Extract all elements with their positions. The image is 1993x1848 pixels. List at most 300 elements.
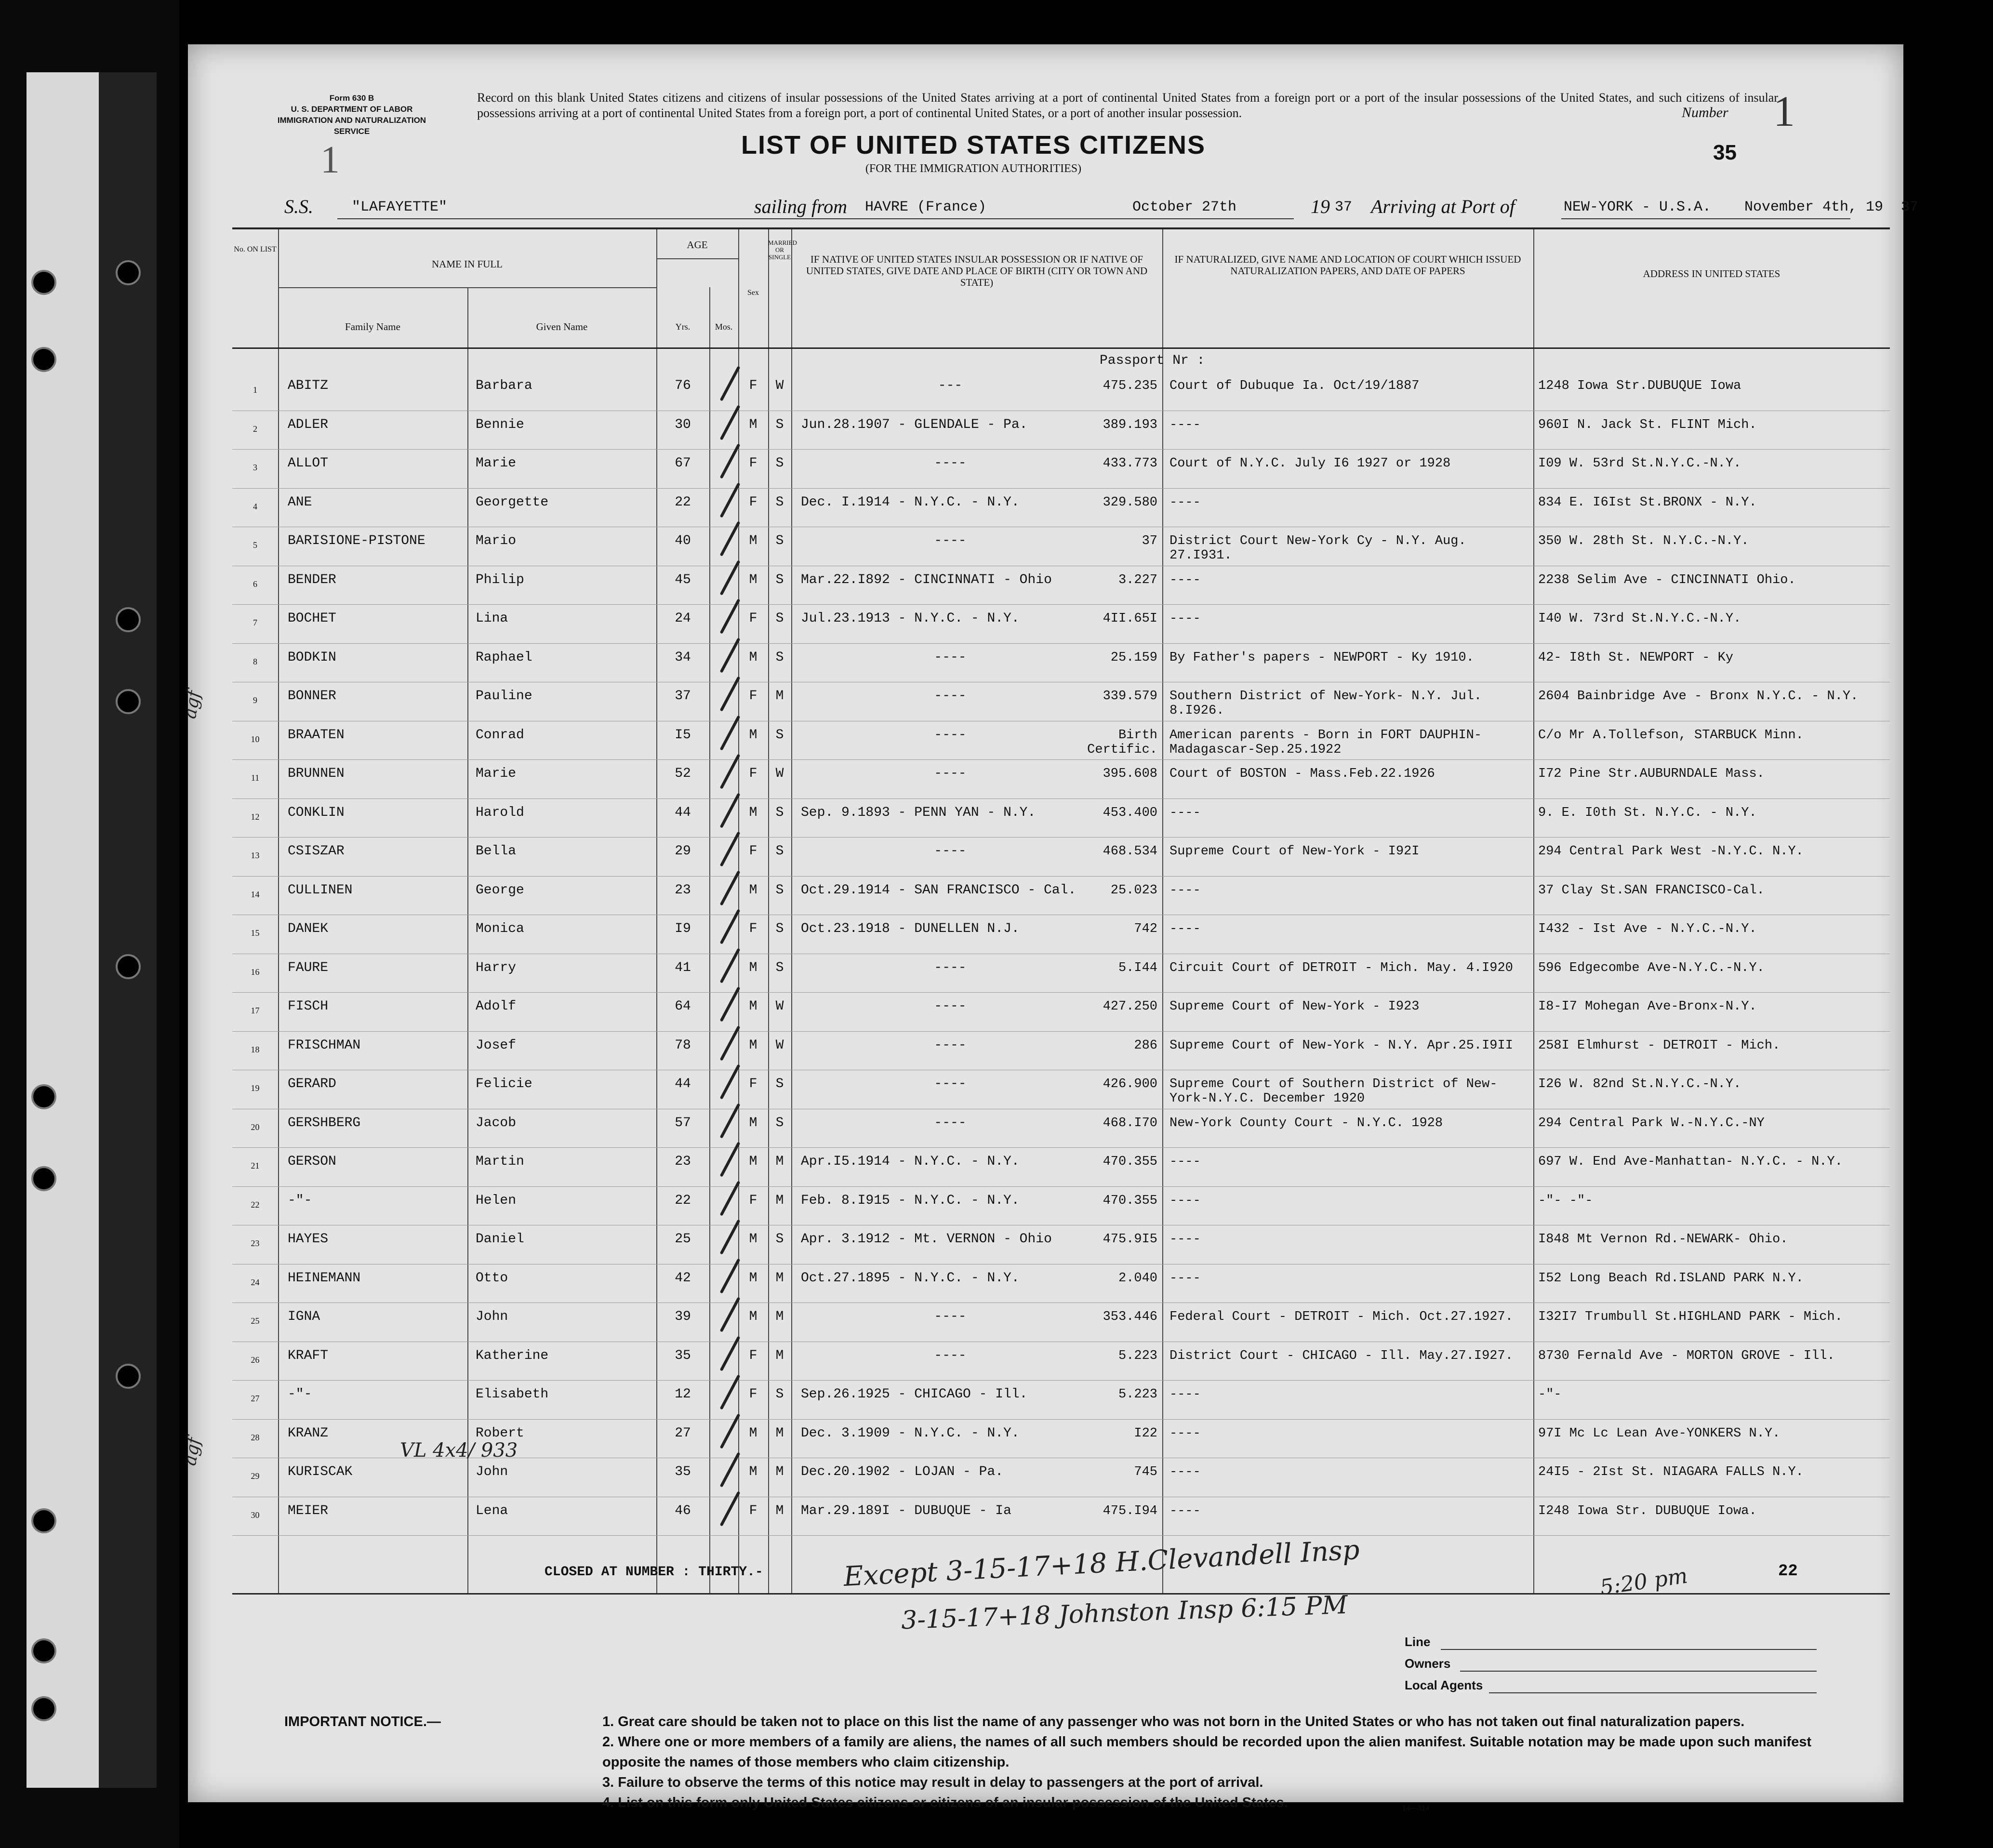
row-no: 8 bbox=[253, 656, 257, 666]
row-address: I8-I7 Mohegan Ave-Bronx-N.Y. bbox=[1538, 999, 1757, 1014]
row-address: 97I Mc Lc Lean Ave-YONKERS N.Y. bbox=[1538, 1426, 1780, 1441]
row-ms: S bbox=[775, 921, 784, 936]
row-passport: I22 bbox=[1134, 1426, 1157, 1441]
row-passport: 426.900 bbox=[1103, 1077, 1157, 1091]
table-row bbox=[232, 1460, 1890, 1499]
row-age: 41 bbox=[675, 960, 691, 975]
row-age: I5 bbox=[675, 727, 691, 743]
row-passport: 37 bbox=[1142, 534, 1157, 548]
row-age: 35 bbox=[675, 1348, 691, 1363]
row-age: I9 bbox=[675, 921, 691, 936]
row-address: 258I Elmhurst - DETROIT - Mich. bbox=[1538, 1038, 1780, 1053]
row-passport: 475.I94 bbox=[1103, 1503, 1157, 1518]
row-birth: ---- bbox=[934, 1037, 967, 1053]
row-passport: 468.I70 bbox=[1103, 1116, 1157, 1130]
row-address: 42- I8th St. NEWPORT - Ky bbox=[1538, 650, 1734, 665]
mos-header: Mos. bbox=[715, 322, 733, 332]
row-sex: M bbox=[749, 1154, 757, 1169]
row-court: Court of Dubuque Ia. Oct/19/1887 bbox=[1169, 379, 1420, 393]
row-court: ---- bbox=[1169, 495, 1201, 510]
table-row bbox=[232, 1344, 1890, 1383]
row-sex: F bbox=[749, 378, 757, 393]
row-age: 30 bbox=[675, 417, 691, 432]
row-given: Barbara bbox=[476, 378, 532, 393]
row-ms: M bbox=[775, 1193, 784, 1208]
table-row bbox=[232, 374, 1890, 413]
margin-note-agf: agf bbox=[180, 689, 205, 720]
inspection-time: 5:20 pm bbox=[1598, 1563, 1689, 1600]
page-subtitle: (FOR THE IMMIGRATION AUTHORITIES) bbox=[865, 162, 1082, 175]
row-sex: F bbox=[749, 611, 757, 626]
port-to: NEW-YORK - U.S.A. bbox=[1564, 199, 1712, 215]
row-family: MEIER bbox=[288, 1503, 329, 1518]
row-court: ---- bbox=[1169, 572, 1201, 587]
row-age: 78 bbox=[675, 1037, 691, 1053]
table-row bbox=[232, 878, 1890, 917]
row-sex: F bbox=[749, 1503, 757, 1518]
row-court: District Court - CHICAGO - Ill. May.27.I927. bbox=[1169, 1348, 1513, 1363]
row-passport: 468.534 bbox=[1103, 844, 1157, 859]
row-birth: ---- bbox=[934, 960, 967, 975]
row-birth: ---- bbox=[934, 1309, 967, 1324]
row-address: I72 Pine Str.AUBURNDALE Mass. bbox=[1538, 767, 1765, 781]
row-family: CULLINEN bbox=[288, 882, 353, 898]
year-to: 37 bbox=[1901, 199, 1919, 215]
instructions: Record on this blank United States citizens and citizens of insular possessions of the United States arriving at a port of continental United States from a foreign port or a port of the insular possessions of the United States, and such citizens of insular possessions arriving at a port of continental United States from a foreign port, a port of continental United States, or a port of another insular possession. bbox=[477, 91, 1778, 120]
row-passport: 745 bbox=[1134, 1465, 1157, 1479]
row-passport: 453.400 bbox=[1103, 805, 1157, 820]
row-court: ---- bbox=[1169, 1387, 1201, 1402]
row-passport: 3.227 bbox=[1118, 572, 1157, 587]
row-ms: M bbox=[775, 1464, 784, 1479]
row-court: ---- bbox=[1169, 922, 1201, 936]
row-passport: 4II.65I bbox=[1103, 612, 1157, 626]
row-no: 10 bbox=[251, 734, 260, 744]
row-family: KURISCAK bbox=[288, 1464, 353, 1479]
row-birth: ---- bbox=[934, 456, 967, 471]
table-row bbox=[232, 762, 1890, 801]
row-no: 18 bbox=[251, 1044, 260, 1054]
row-given: Otto bbox=[476, 1270, 508, 1286]
row-address: C/o Mr A.Tollefson, STARBUCK Minn. bbox=[1538, 728, 1804, 743]
married-header: MARRIED OR SINGLE bbox=[768, 239, 797, 261]
row-given: Harold bbox=[476, 805, 524, 820]
row-sex: M bbox=[749, 805, 757, 820]
row-family: CSISZAR bbox=[288, 844, 345, 859]
voyage-line bbox=[284, 191, 1919, 220]
row-family: BENDER bbox=[288, 572, 336, 587]
notice-label: IMPORTANT NOTICE.— bbox=[284, 1714, 441, 1729]
row-given: George bbox=[476, 882, 524, 898]
row-ms: W bbox=[775, 378, 784, 393]
row-sex: F bbox=[749, 844, 757, 859]
row-address: 9. E. I0th St. N.Y.C. - N.Y. bbox=[1538, 805, 1757, 820]
row-birth: ---- bbox=[934, 999, 967, 1014]
row-no: 23 bbox=[251, 1238, 260, 1248]
row-address: 8730 Fernald Ave - MORTON GROVE - Ill. bbox=[1538, 1348, 1835, 1363]
department: U. S. DEPARTMENT OF LABOR bbox=[291, 105, 413, 114]
row-family: BOCHET bbox=[288, 611, 336, 626]
row-no: 29 bbox=[251, 1471, 260, 1481]
row-family: GERSHBERG bbox=[288, 1115, 361, 1130]
row-address: 350 W. 28th St. N.Y.C.-N.Y. bbox=[1538, 534, 1749, 548]
binder-spine bbox=[99, 72, 157, 1788]
row-age: 52 bbox=[675, 766, 691, 781]
row-birth: ---- bbox=[934, 1348, 967, 1363]
row-sex: F bbox=[749, 1387, 757, 1402]
row-sex: F bbox=[749, 494, 757, 510]
row-court: Supreme Court of New-York - N.Y. Apr.25.I9II bbox=[1169, 1038, 1513, 1053]
row-no: 24 bbox=[251, 1277, 260, 1287]
table-row bbox=[232, 1227, 1890, 1266]
notice-item-2: 2. Where one or more members of a family are aliens, the names of all such members should be recorded upon the alien manifest. Suitable notation may be made upon such manifest opposite the names of those members who claim citizenship. bbox=[602, 1734, 1812, 1770]
table-row bbox=[232, 607, 1890, 646]
row-address: I40 W. 73rd St.N.Y.C.-N.Y. bbox=[1538, 612, 1741, 626]
row-sex: M bbox=[749, 533, 757, 548]
row-birth: Dec. I.1914 - N.Y.C. - N.Y. bbox=[801, 494, 1020, 510]
row-birth: Oct.29.1914 - SAN FRANCISCO - Cal. bbox=[801, 882, 1076, 898]
row-sex: F bbox=[749, 1193, 757, 1208]
passport-header: Passport Nr : bbox=[1100, 353, 1205, 368]
row-no: 20 bbox=[251, 1122, 260, 1132]
row-court: Supreme Court of New-York - I92I bbox=[1169, 844, 1420, 859]
row-passport: 427.250 bbox=[1103, 999, 1157, 1014]
binder-hole bbox=[116, 607, 141, 632]
row-family: ALLOT bbox=[288, 456, 329, 471]
row-address: I848 Mt Vernon Rd.-NEWARK- Ohio. bbox=[1538, 1232, 1788, 1247]
row-court: Supreme Court of Southern District of New-York-N.Y.C. December 1920 bbox=[1169, 1077, 1498, 1106]
row-court: ---- bbox=[1169, 1503, 1201, 1518]
sex-header: Sex bbox=[747, 289, 759, 297]
row-court: ---- bbox=[1169, 805, 1201, 820]
table-row bbox=[232, 413, 1890, 452]
row-no: 3 bbox=[253, 463, 257, 472]
row-no: 6 bbox=[253, 579, 257, 589]
row-age: 29 bbox=[675, 844, 691, 859]
row-family: HEINEMANN bbox=[288, 1270, 361, 1286]
row-given: Bennie bbox=[476, 417, 524, 432]
binder-hole bbox=[31, 347, 56, 372]
row-family: DANEK bbox=[288, 921, 329, 936]
page-mark: 1 bbox=[320, 139, 340, 181]
binder-hole bbox=[31, 1166, 56, 1191]
row-court: Court of N.Y.C. July I6 1927 or 1928 bbox=[1169, 456, 1451, 471]
row-given: Mario bbox=[476, 533, 517, 548]
row-address: 1248 Iowa Str.DUBUQUE Iowa bbox=[1538, 379, 1741, 393]
row-passport: 286 bbox=[1134, 1038, 1157, 1053]
row-no: 16 bbox=[251, 967, 260, 977]
row-family: FAURE bbox=[288, 960, 329, 975]
row-ms: M bbox=[775, 1425, 784, 1441]
row-passport: 470.355 bbox=[1103, 1193, 1157, 1208]
row-family: KRAFT bbox=[288, 1348, 329, 1363]
row-age: 23 bbox=[675, 882, 691, 898]
table-row bbox=[232, 956, 1890, 995]
row-ms: S bbox=[775, 456, 784, 471]
row-court: District Court New-York Cy - N.Y. Aug. 27.I931. bbox=[1169, 534, 1466, 563]
row-given: Jacob bbox=[476, 1115, 517, 1130]
row-ms: S bbox=[775, 1077, 784, 1091]
row-no: 22 bbox=[251, 1199, 260, 1210]
row-given: Conrad bbox=[476, 727, 524, 743]
row-family: KRANZ bbox=[288, 1425, 329, 1441]
row-birth: ---- bbox=[934, 533, 967, 548]
row-sex: M bbox=[749, 1115, 757, 1130]
row-family: ABITZ bbox=[288, 378, 329, 393]
row-no: 2 bbox=[253, 424, 257, 434]
row-birth: Dec.20.1902 - LOJAN - Pa. bbox=[801, 1464, 1004, 1479]
row-family: ADLER bbox=[288, 417, 329, 432]
row-age: 22 bbox=[675, 1193, 691, 1208]
row-birth: Dec. 3.1909 - N.Y.C. - N.Y. bbox=[801, 1425, 1020, 1441]
row-ms: S bbox=[775, 572, 784, 587]
date-from: October 27th bbox=[1132, 199, 1237, 215]
table-row bbox=[232, 491, 1890, 530]
row-passport: 2.040 bbox=[1118, 1271, 1157, 1286]
row-birth: Oct.27.1895 - N.Y.C. - N.Y. bbox=[801, 1270, 1020, 1286]
ship-name: "LAFAYETTE" bbox=[352, 199, 448, 215]
manifest-page bbox=[180, 44, 1919, 1812]
row-ms: S bbox=[775, 1387, 784, 1402]
row-ms: S bbox=[775, 805, 784, 820]
row-given: Lena bbox=[476, 1503, 508, 1518]
row-address: I26 W. 82nd St.N.Y.C.-N.Y. bbox=[1538, 1077, 1741, 1091]
row-address: 24I5 - 2Ist St. NIAGARA FALLS N.Y. bbox=[1538, 1465, 1804, 1479]
row-family: -"- bbox=[288, 1193, 312, 1208]
row-sex: F bbox=[749, 1077, 757, 1091]
row-birth: ---- bbox=[934, 650, 967, 665]
row-given: Marie bbox=[476, 766, 517, 781]
notice-item-1: 1. Great care should be taken not to place on this list the name of any passenger who was not born in the United States or who has not taken out final naturalization papers. bbox=[602, 1714, 1745, 1729]
row-no: 7 bbox=[253, 618, 257, 627]
row-address: 294 Central Park West -N.Y.C. N.Y. bbox=[1538, 844, 1804, 859]
row-given: Marie bbox=[476, 456, 517, 471]
row-passport: 389.193 bbox=[1103, 417, 1157, 432]
row-sex: M bbox=[749, 727, 757, 743]
yrs-header: Yrs. bbox=[675, 322, 691, 332]
row-no: 19 bbox=[251, 1083, 260, 1093]
row-age: 27 bbox=[675, 1425, 691, 1441]
page-number: 35 bbox=[1713, 141, 1737, 164]
row-family: BONNER bbox=[288, 689, 336, 704]
row-age: 22 bbox=[675, 494, 691, 510]
row-age: 12 bbox=[675, 1387, 691, 1402]
table-row bbox=[232, 529, 1890, 568]
row-age: 45 bbox=[675, 572, 691, 587]
row-birth: Apr.I5.1914 - N.Y.C. - N.Y. bbox=[801, 1154, 1020, 1169]
address-header: ADDRESS IN UNITED STATES bbox=[1643, 268, 1780, 279]
row-ms: S bbox=[775, 960, 784, 975]
row-age: 34 bbox=[675, 650, 691, 665]
row-age: 46 bbox=[675, 1503, 691, 1518]
row-ms: S bbox=[775, 844, 784, 859]
row-sex: M bbox=[749, 572, 757, 587]
row-passport: 339.579 bbox=[1103, 689, 1157, 704]
row-no: 27 bbox=[251, 1394, 260, 1403]
table-row bbox=[232, 1266, 1890, 1305]
row-address: -"- -"- bbox=[1538, 1193, 1593, 1208]
row-age: 39 bbox=[675, 1309, 691, 1324]
binder-hole bbox=[31, 270, 56, 295]
binder-hole bbox=[116, 954, 141, 979]
row-no: 21 bbox=[251, 1161, 260, 1170]
row-given: John bbox=[476, 1464, 508, 1479]
row-no: 4 bbox=[253, 501, 257, 511]
row-given: Adolf bbox=[476, 999, 517, 1014]
row-ms: M bbox=[775, 1154, 784, 1169]
row-ms: W bbox=[775, 766, 784, 781]
row-family: FRISCHMAN bbox=[288, 1037, 361, 1053]
row-no: 11 bbox=[251, 773, 260, 783]
row-court: Federal Court - DETROIT - Mich. Oct.27.1927. bbox=[1169, 1310, 1513, 1324]
no-on-list-header: No. ON LIST bbox=[234, 245, 277, 253]
binder-edge bbox=[0, 0, 179, 1848]
row-given: Harry bbox=[476, 960, 517, 975]
number-label: Number bbox=[1682, 105, 1728, 120]
row-sex: M bbox=[749, 1309, 757, 1324]
row-age: 42 bbox=[675, 1270, 691, 1286]
row-court: American parents - Born in FORT DAUPHIN-Madagascar-Sep.25.1922 bbox=[1169, 728, 1482, 757]
row-age: 44 bbox=[675, 1077, 691, 1091]
row-ms: S bbox=[775, 650, 784, 665]
row-sex: F bbox=[749, 456, 757, 471]
row-ms: M bbox=[775, 1348, 784, 1363]
table-row bbox=[232, 1072, 1890, 1111]
row-no: 13 bbox=[251, 851, 260, 860]
row-birth: ---- bbox=[934, 1077, 967, 1091]
row-family: GERARD bbox=[288, 1077, 336, 1091]
row-passport: 742 bbox=[1134, 922, 1157, 936]
table-row bbox=[232, 1305, 1890, 1344]
row-sex: M bbox=[749, 882, 757, 898]
row-age: 35 bbox=[675, 1464, 691, 1479]
row-age: 25 bbox=[675, 1232, 691, 1247]
row-given: Felicie bbox=[476, 1077, 532, 1091]
port-from: HAVRE (France) bbox=[865, 199, 987, 215]
row-ms: S bbox=[775, 611, 784, 626]
row-birth: Mar.29.189I - DUBUQUE - Ia bbox=[801, 1503, 1011, 1518]
line-label: Line bbox=[1405, 1635, 1431, 1649]
notice-item-3: 3. Failure to observe the terms of this notice may result in delay to passengers at the port of arrival. bbox=[602, 1775, 1263, 1790]
corner-number: 22 bbox=[1778, 1562, 1798, 1581]
row-given: Katherine bbox=[476, 1348, 549, 1363]
row-age: 76 bbox=[675, 378, 691, 393]
closed-at-number: CLOSED AT NUMBER : THIRTY.- bbox=[545, 1565, 763, 1580]
row-passport: 470.355 bbox=[1103, 1155, 1157, 1169]
year-from: 37 bbox=[1335, 199, 1353, 215]
row-age: 40 bbox=[675, 533, 691, 548]
notice-item-4: 4. List on this form only United States citizens or citizens of an insular possession of the United States. bbox=[602, 1795, 1288, 1810]
row-birth: ---- bbox=[934, 844, 967, 859]
form-number: Form 630 B bbox=[329, 93, 374, 103]
row-no: 25 bbox=[251, 1316, 260, 1326]
row-passport: Birth Certific. bbox=[1087, 728, 1157, 757]
row-age: 37 bbox=[675, 689, 691, 704]
row-no: 5 bbox=[253, 540, 257, 550]
row-given: Bella bbox=[476, 844, 517, 859]
name-header: NAME IN FULL bbox=[432, 258, 503, 270]
row-age: 44 bbox=[675, 805, 691, 820]
row-no: 26 bbox=[251, 1355, 260, 1365]
row-ms: S bbox=[775, 494, 784, 510]
row-birth: Jul.23.1913 - N.Y.C. - N.Y. bbox=[801, 611, 1020, 626]
row-birth: Sep. 9.1893 - PENN YAN - N.Y. bbox=[801, 805, 1036, 820]
row-family: CONKLIN bbox=[288, 805, 345, 820]
table-row bbox=[232, 1499, 1890, 1538]
row-birth: ---- bbox=[934, 689, 967, 704]
binder-hole bbox=[116, 260, 141, 285]
row-sex: F bbox=[749, 766, 757, 781]
row-sex: M bbox=[749, 650, 757, 665]
row-given: Georgette bbox=[476, 494, 549, 510]
row-address: 2238 Selim Ave - CINCINNATI Ohio. bbox=[1538, 572, 1796, 587]
row-court: By Father's papers - NEWPORT - Ky 1910. bbox=[1169, 650, 1474, 665]
table-row bbox=[232, 801, 1890, 840]
row-no: 28 bbox=[251, 1432, 260, 1442]
passenger-table bbox=[232, 227, 1890, 1595]
row-address: I248 Iowa Str. DUBUQUE Iowa. bbox=[1538, 1503, 1757, 1518]
row-address: 37 Clay St.SAN FRANCISCO-Cal. bbox=[1538, 883, 1765, 898]
row-family: BRAATEN bbox=[288, 727, 345, 743]
row-ms: W bbox=[775, 999, 784, 1014]
row-sex: M bbox=[749, 1232, 757, 1247]
table-row bbox=[232, 917, 1890, 956]
row-court: Circuit Court of DETROIT - Mich. May. 4.I920 bbox=[1169, 960, 1513, 975]
table-row bbox=[232, 568, 1890, 607]
row-passport: 5.I44 bbox=[1118, 960, 1157, 975]
row-given: Martin bbox=[476, 1154, 524, 1169]
row-age: 67 bbox=[675, 456, 691, 471]
row-passport: 475.235 bbox=[1103, 379, 1157, 393]
row-birth: Jun.28.1907 - GLENDALE - Pa. bbox=[801, 417, 1028, 432]
row-passport: 25.159 bbox=[1110, 650, 1157, 665]
row-ms: S bbox=[775, 882, 784, 898]
row-no: 30 bbox=[251, 1510, 260, 1520]
row-ms: S bbox=[775, 1232, 784, 1247]
row-court: Court of BOSTON - Mass.Feb.22.1926 bbox=[1169, 767, 1435, 781]
table-row bbox=[232, 1383, 1890, 1422]
row-address: I432 - Ist Ave - N.Y.C.-N.Y. bbox=[1538, 922, 1757, 936]
table-row bbox=[232, 684, 1890, 723]
row-no: 1 bbox=[253, 385, 257, 395]
row-court: ---- bbox=[1169, 612, 1201, 626]
row-family: GERSON bbox=[288, 1154, 336, 1169]
row-age: 24 bbox=[675, 611, 691, 626]
row-court: ---- bbox=[1169, 1155, 1201, 1169]
row-ms: M bbox=[775, 1503, 784, 1518]
row-age: 57 bbox=[675, 1115, 691, 1130]
row-given: Daniel bbox=[476, 1232, 524, 1247]
row-birth: Feb. 8.I915 - N.Y.C. - N.Y. bbox=[801, 1193, 1020, 1208]
row-ms: W bbox=[775, 1037, 784, 1053]
row-sex: F bbox=[749, 1348, 757, 1363]
row-birth: ---- bbox=[934, 766, 967, 781]
table-row bbox=[232, 1034, 1890, 1073]
row-age: 64 bbox=[675, 999, 691, 1014]
row-passport: 433.773 bbox=[1103, 456, 1157, 471]
birth-header: IF NATIVE OF UNITED STATES INSULAR POSSESSION OR IF NATIVE OF UNITED STATES, GIVE DATE AND PLACE OF BIRTH (CITY OR TOWN AND STATE) bbox=[806, 253, 1148, 288]
binder-hole bbox=[31, 1638, 56, 1663]
row-family: BARISIONE-PISTONE bbox=[288, 533, 425, 548]
row-passport: 329.580 bbox=[1103, 495, 1157, 510]
table-row bbox=[232, 995, 1890, 1034]
row-sex: M bbox=[749, 960, 757, 975]
row-birth: Mar.22.I892 - CINCINNATI - Ohio bbox=[801, 572, 1052, 587]
age-header: AGE bbox=[687, 239, 708, 251]
row-family: HAYES bbox=[288, 1232, 329, 1247]
page-title: LIST OF UNITED STATES CITIZENS bbox=[741, 131, 1206, 160]
row-passport: 25.023 bbox=[1110, 883, 1157, 898]
